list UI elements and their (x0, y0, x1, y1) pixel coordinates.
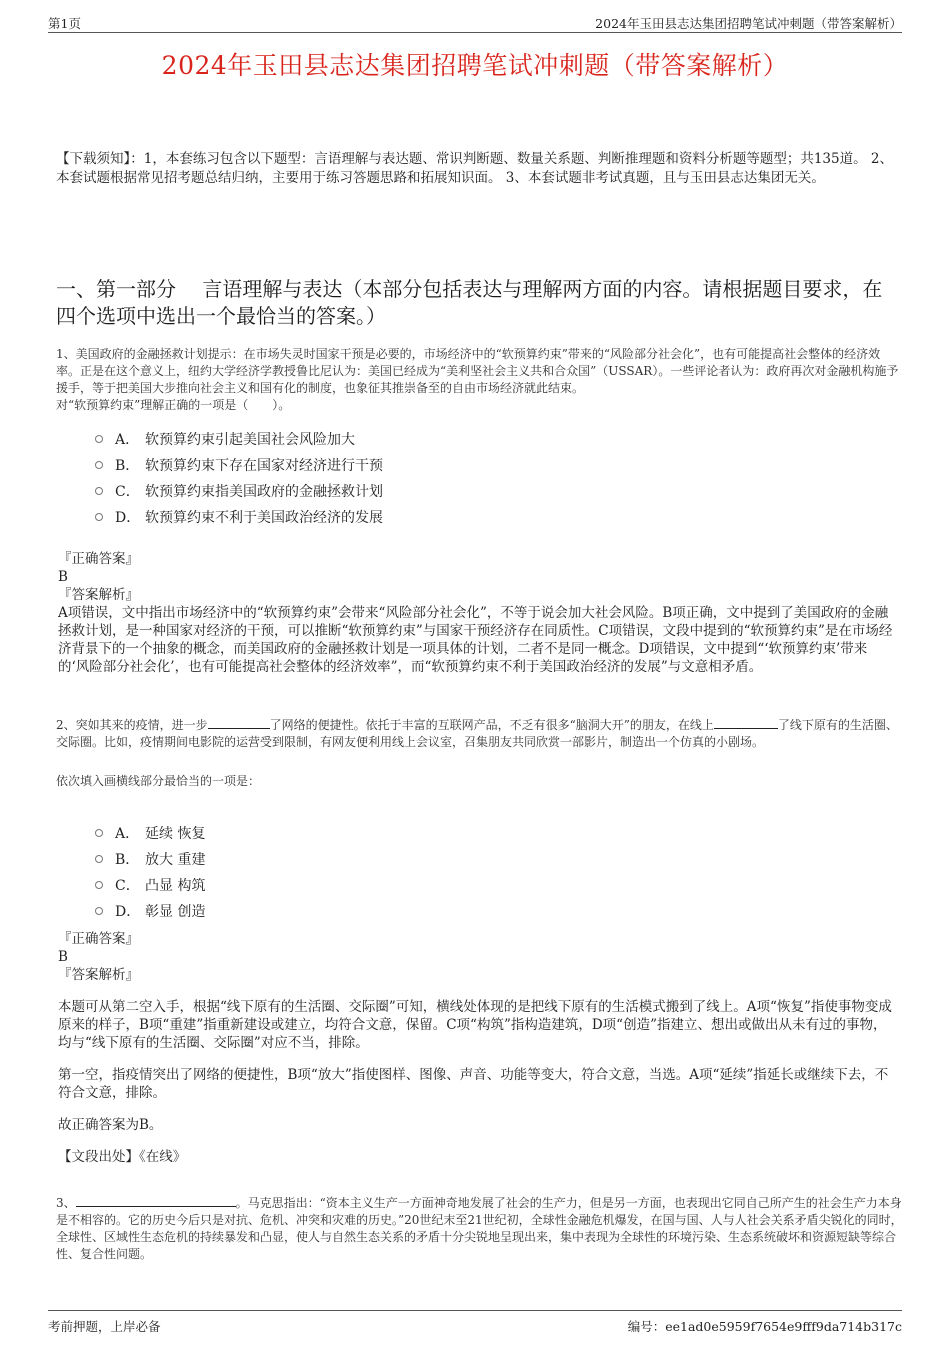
radio-icon[interactable] (95, 435, 103, 443)
passage-source: 【文段出处】《在线》 (58, 1149, 187, 1165)
option-text: 彰显 创造 (145, 904, 206, 920)
radio-icon[interactable] (95, 907, 103, 915)
analysis-label: 『答案解析』 (58, 967, 139, 983)
question-2-ask: 依次填入画横线部分最恰当的一项是： (56, 774, 261, 788)
question-1-option-a[interactable] (95, 426, 383, 452)
option-letter: D． (115, 510, 141, 526)
analysis-text: A项错误，文中指出市场经济中的“软预算约束”会带来“风险部分社会化”，不等于说会加大社会风险。B项正确，文中提到了美国政府的金融拯救计划，是一种国家对经济的干预，可以推断“软预算约束”与国家干预经济存在同质性。C项错误，文段中提到的“软预算约束”是在市场经济背景下的一个抽象的概念，而美国政府的金融拯救计划是一项具体的计划，二者不是同一概念。D项错误，文中提到“‘软预算约束’带来的‘风险部分社会化’，也有可能提高社会整体的经济效率”，而“软预算约束不利于美国政治经济的发展”与文意相矛盾。 (58, 605, 893, 675)
radio-icon[interactable] (95, 855, 103, 863)
option-letter: D． (115, 904, 141, 920)
question-1-option-c[interactable] (95, 478, 383, 504)
radio-icon[interactable] (95, 881, 103, 889)
analysis-paragraph: 故正确答案为B。 (58, 1117, 163, 1133)
question-1-text: 1、美国政府的金融拯救计划提示：在市场失灵时国家干预是必要的，市场经济中的“软预算约束”带来的“风险部分社会化”，也有可能提高社会整体的经济效率。正是在这个意义上，纽约大学经济学教授鲁比尼认为：美国已经成为“美利坚社会主义共和合众国”（USSAR）。一些评论者认为：政府再次对金融机构施予援手，等于把美国大步推向社会主义和国有化的制度，也象征其推崇备至的自由市场经济就此结束。 (56, 347, 899, 395)
question-2-answer-block (58, 930, 898, 1166)
question-2-text-part: 了网络的便捷性。依托于丰富的互联网产品，不乏有很多“脑洞大开”的朋友，在线上 (269, 718, 714, 732)
question-2-options (95, 820, 205, 924)
option-text: 凸显 构筑 (145, 878, 206, 894)
fill-blank-2 (714, 716, 778, 729)
page-number-label: 第1页 (48, 16, 81, 31)
question-2-option-a[interactable] (95, 820, 205, 846)
option-text: 延续 恢复 (145, 826, 206, 842)
option-letter: A． (115, 432, 140, 448)
question-1-options (95, 426, 383, 530)
question-3-number: 3、 (56, 1196, 76, 1210)
question-2-option-c[interactable] (95, 872, 205, 898)
radio-icon[interactable] (95, 487, 103, 495)
option-text: 软预算约束指美国政府的金融拯救计划 (145, 484, 383, 500)
question-1-answer-block (58, 550, 898, 676)
question-1 (56, 346, 904, 414)
analysis-label: 『答案解析』 (58, 587, 139, 603)
radio-icon[interactable] (95, 513, 103, 521)
footer-slogan: 考前押题，上岸必备 (48, 1319, 161, 1334)
option-letter: B． (115, 458, 140, 474)
fill-blank-1 (208, 716, 270, 729)
download-notice: 【下载须知】：1，本套练习包含以下题型：言语理解与表达题、常识判断题、数量关系题、判断推理题和资料分析题等题型；共135道。 2、本套试题根据常见招考题总结归纳，主要用于练习答题思路和拓展知识面。 3、本套试题非考试真题，且与玉田县志达集团无关。 (56, 151, 893, 186)
question-2-option-b[interactable] (95, 846, 205, 872)
correct-answer-label: 『正确答案』 (58, 931, 139, 947)
correct-answer-value: B (58, 949, 68, 965)
radio-icon[interactable] (95, 829, 103, 837)
option-text: 软预算约束引起美国社会风险加大 (145, 432, 355, 448)
analysis-paragraph: 第一空，指疫情突出了网络的便捷性，B项“放大”指使图样、图像、声音、功能等变大，符合文意，当选。A项“延续”指延长或继续下去，不符合文意，排除。 (58, 1067, 889, 1101)
question-2 (56, 716, 904, 790)
question-2-text-part: 2、突如其来的疫情，进一步 (56, 718, 208, 732)
fill-blank-1 (76, 1194, 236, 1207)
question-2-text (56, 716, 904, 751)
correct-answer-label: 『正确答案』 (58, 551, 139, 567)
analysis-paragraph: 本题可从第二空入手，根据“线下原有的生活圈、交际圈”可知，横线处体现的是把线下原有的生活模式搬到了线上。A项“恢复”指使事物变成原来的样子，B项“重建”指重新建设或建立，均符合文意，保留。C项“构筑”指构造建筑，D项“创造”指建立、想出或做出从未有过的事物，均与“线下原有的生活圈、交际圈”对应不当，排除。 (58, 999, 892, 1051)
page-header (48, 12, 902, 33)
question-3-text (56, 1194, 904, 1263)
header-doc-title: 2024年玉田县志达集团招聘笔试冲刺题（带答案解析） (595, 16, 902, 31)
section-1-title: 一、第一部分 言语理解与表达（本部分包括表达与理解两方面的内容。请根据题目要求，在四个选项中选出一个最恰当的答案。） (56, 277, 883, 328)
option-text: 放大 重建 (145, 852, 206, 868)
option-letter: B． (115, 852, 140, 868)
page-footer (48, 1310, 902, 1335)
radio-icon[interactable] (95, 461, 103, 469)
question-1-option-b[interactable] (95, 452, 383, 478)
question-3-text-part: 。马克思指出：“资本主义生产一方面神奇地发展了社会的生产力，但是另一方面，也表现出它同自己所产生的社会生产力本身是不相容的。它的历史今后只是对抗、危机、冲突和灾难的历史。”20世纪末至21世纪初，全球性金融危机爆发，在国与国、人与人社会关系矛盾尖锐化的同时，全球性、区域性生态危机的持续暴发和凸显，使人与自然生态关系的矛盾十分尖锐地呈现出来，集中表现为全球性的环境污染、生态系统破坏和资源短缺等综合性、复合性问题。 (56, 1196, 903, 1261)
option-text: 软预算约束不利于美国政治经济的发展 (145, 510, 383, 526)
footer-doc-id: 编号：ee1ad0e5959f7654e9fff9da714b317c (627, 1319, 902, 1334)
document-title: 2024年玉田县志达集团招聘笔试冲刺题（带答案解析） (161, 51, 789, 80)
correct-answer-value: B (58, 569, 68, 585)
question-2-text-part: 了线下原有的生活圈、交际圈。比如，疫情期间电影院的运营受到限制，有网友便利用线上会议室，召集朋友共同欣赏一部影片，制造出一个仿真的小剧场。 (56, 718, 898, 749)
option-letter: C． (115, 484, 140, 500)
option-letter: C． (115, 878, 140, 894)
question-3 (56, 1194, 904, 1263)
question-2-option-d[interactable] (95, 898, 205, 924)
option-text: 软预算约束下存在国家对经济进行干预 (145, 458, 383, 474)
question-1-ask: 对“软预算约束”理解正确的一项是（ ）。 (56, 398, 291, 412)
question-1-option-d[interactable] (95, 504, 383, 530)
option-letter: A． (115, 826, 140, 842)
